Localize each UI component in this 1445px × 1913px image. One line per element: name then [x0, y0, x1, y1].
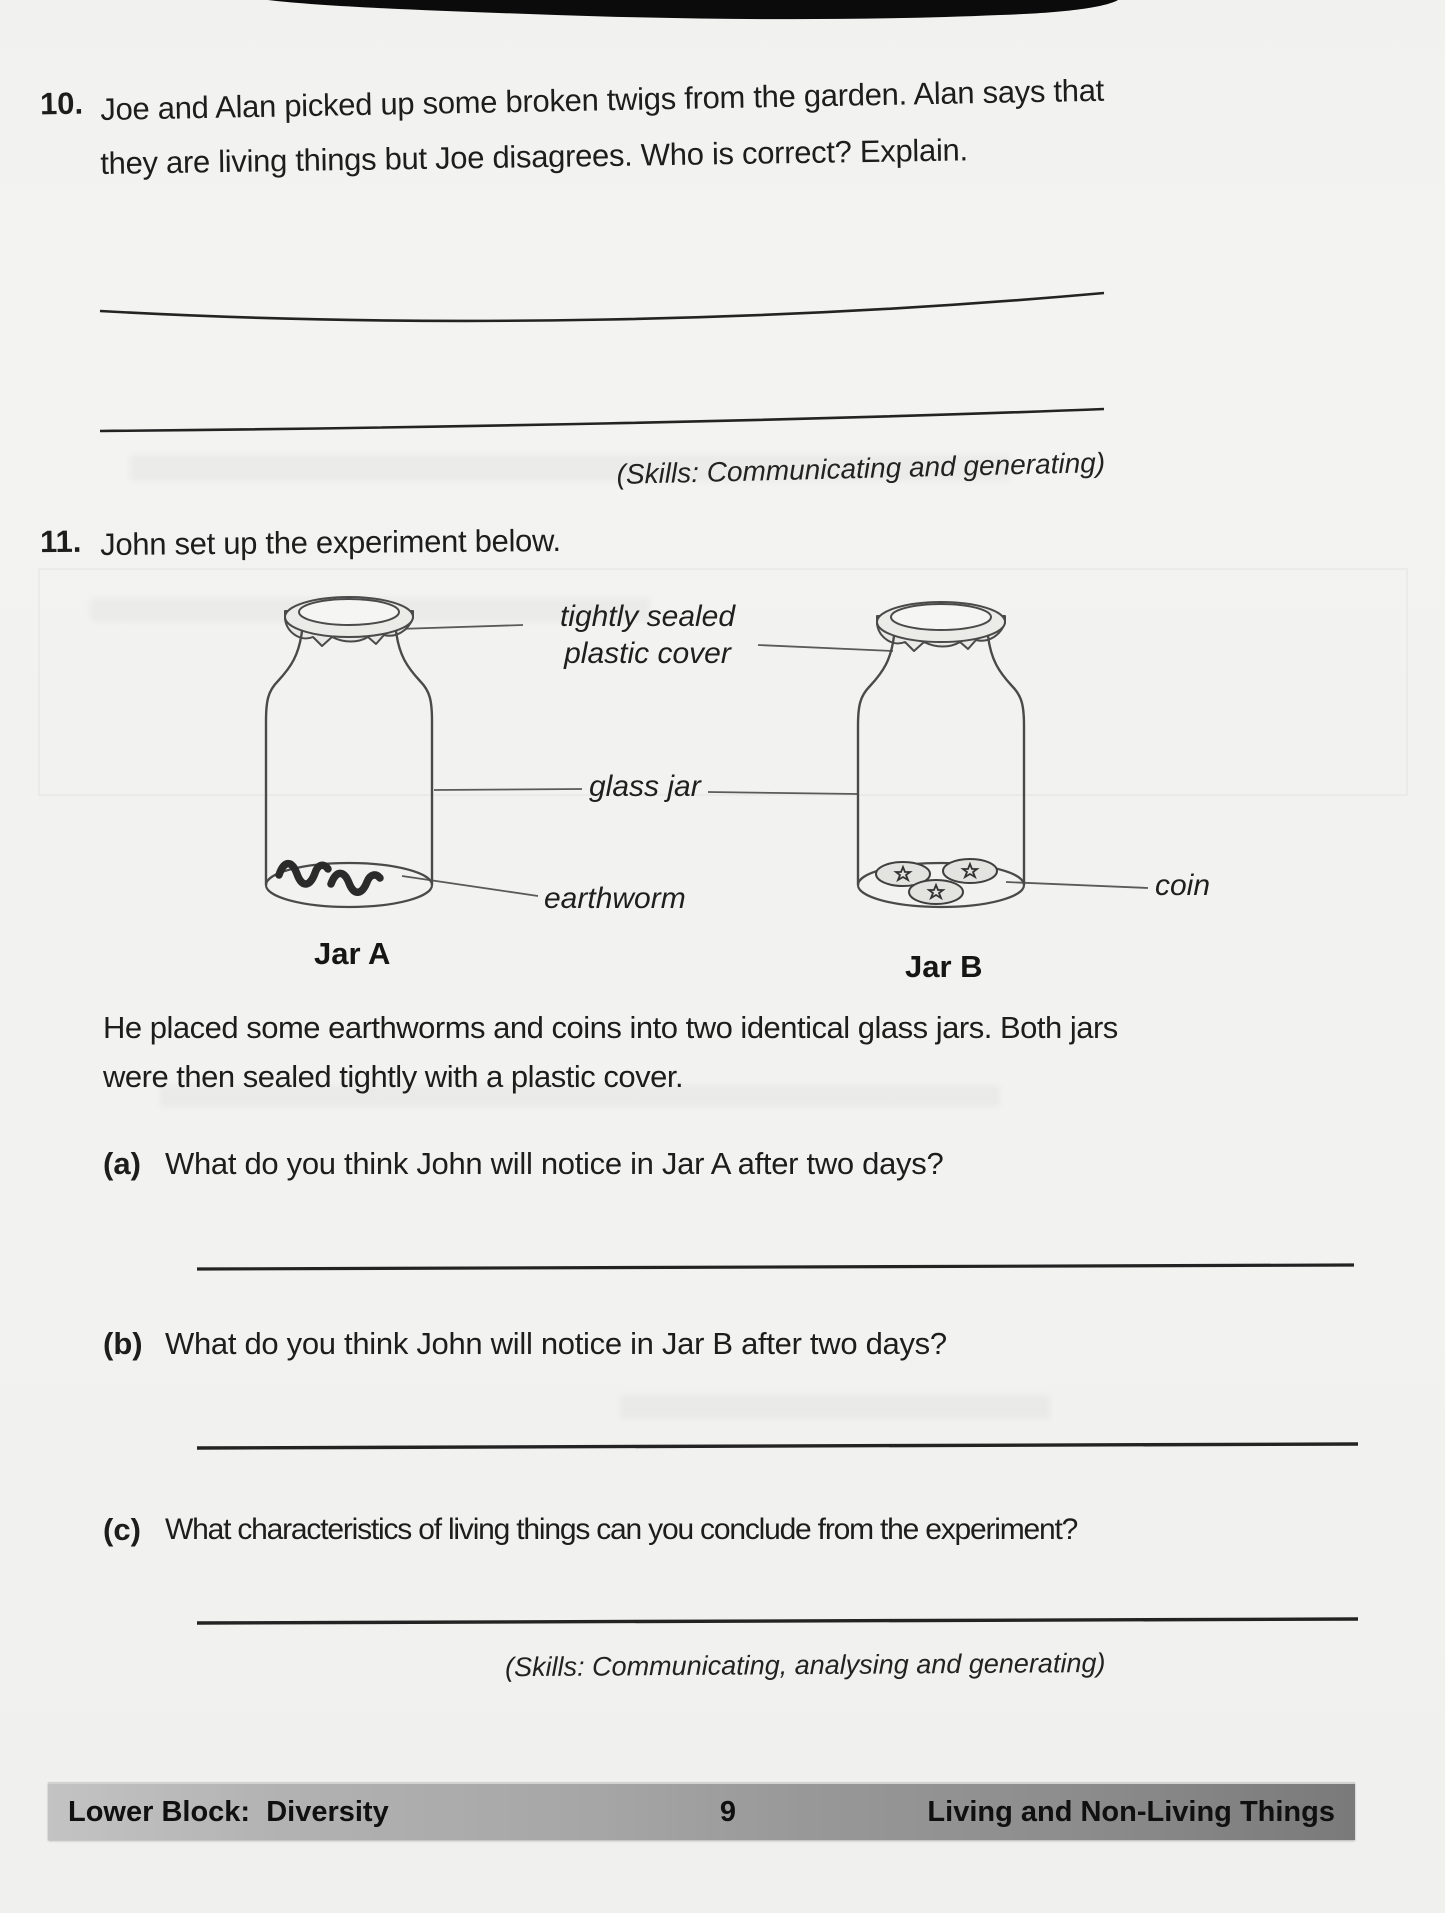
jar-wall — [266, 631, 302, 885]
jar-mouth — [299, 599, 399, 625]
question-10-text-line1: Joe and Alan picked up some broken twigs from the garden. Alan says that — [100, 72, 1105, 127]
jar-wall — [858, 636, 894, 885]
jar-bottom — [858, 863, 1024, 907]
label-leader-line — [402, 876, 538, 896]
part-b-label: (b) — [103, 1326, 143, 1361]
footer-page-number: 9 — [719, 1796, 737, 1828]
skills-note-q11: (Skills: Communicating, analysing and generating) — [504, 1648, 1106, 1683]
skills-note-q10: (Skills: Communicating and generating) — [616, 447, 1106, 490]
jar-a-illustration — [266, 597, 432, 907]
q11-description-line1: He placed some earthworms and coins into two identical glass jars. Both jars — [103, 1010, 1118, 1045]
answer-line — [197, 1265, 1354, 1269]
answer-line — [100, 293, 1104, 321]
coin-figure — [943, 859, 997, 883]
label-leader-line — [434, 789, 582, 790]
label-leader-line — [398, 625, 523, 629]
label-leader-line — [1006, 882, 1148, 888]
part-a-label: (a) — [103, 1146, 141, 1181]
label-leader-line — [758, 645, 893, 651]
part-c-question: What characteristics of living things can you conclude from the experiment? — [165, 1513, 1078, 1546]
question-11-number: 11. — [39, 523, 82, 560]
jar-bottom — [266, 863, 432, 907]
cover-label-line2: plastic cover — [564, 637, 731, 670]
answer-line — [100, 409, 1104, 431]
footer-section-title: Lower Block: Diversity — [68, 1796, 389, 1828]
jar-mouth — [891, 604, 991, 630]
bleed-through-artifact — [620, 1395, 1050, 1419]
question-11-intro: John set up the experiment below. — [100, 522, 561, 562]
jar-wall — [988, 636, 1024, 885]
earthworm-figure — [279, 864, 328, 884]
part-a-question: What do you think John will notice in Jar A after two days? — [165, 1146, 944, 1181]
question-10-text-line2: they are living things but Joe disagrees. Who is correct? Explain. — [100, 132, 969, 181]
part-b-question: What do you think John will notice in Jar B after two days? — [165, 1326, 947, 1361]
footer-bar — [48, 1782, 1355, 1840]
cover-label-line1: tightly sealed — [559, 600, 736, 633]
jar-b-illustration — [858, 602, 1024, 907]
jar-a-caption: Jar A — [314, 936, 391, 971]
plastic-cover — [285, 611, 413, 646]
earthworm-figure — [331, 873, 380, 892]
scan-edge-artifact — [268, 0, 1118, 19]
coin-label: coin — [1155, 869, 1211, 902]
earthworm-label: earthworm — [544, 882, 686, 915]
q11-description-line2: were then sealed tightly with a plastic cover. — [103, 1059, 684, 1094]
label-leader-line — [708, 792, 858, 794]
plastic-cover — [877, 616, 1005, 651]
glass-jar-label: glass jar — [589, 770, 701, 803]
plastic-cover-top — [285, 597, 413, 637]
question-10-number: 10. — [39, 85, 84, 122]
answer-line — [197, 1619, 1358, 1623]
part-c-label: (c) — [103, 1512, 141, 1547]
plastic-cover-top — [877, 602, 1005, 642]
jar-wall — [396, 631, 432, 885]
coin-figure — [876, 862, 930, 886]
coin-figure — [909, 880, 963, 904]
cover-label — [545, 598, 750, 672]
jar-b-caption: Jar B — [905, 949, 983, 984]
answer-line — [197, 1444, 1358, 1448]
footer-chapter-title: Living and Non-Living Things — [927, 1796, 1335, 1828]
